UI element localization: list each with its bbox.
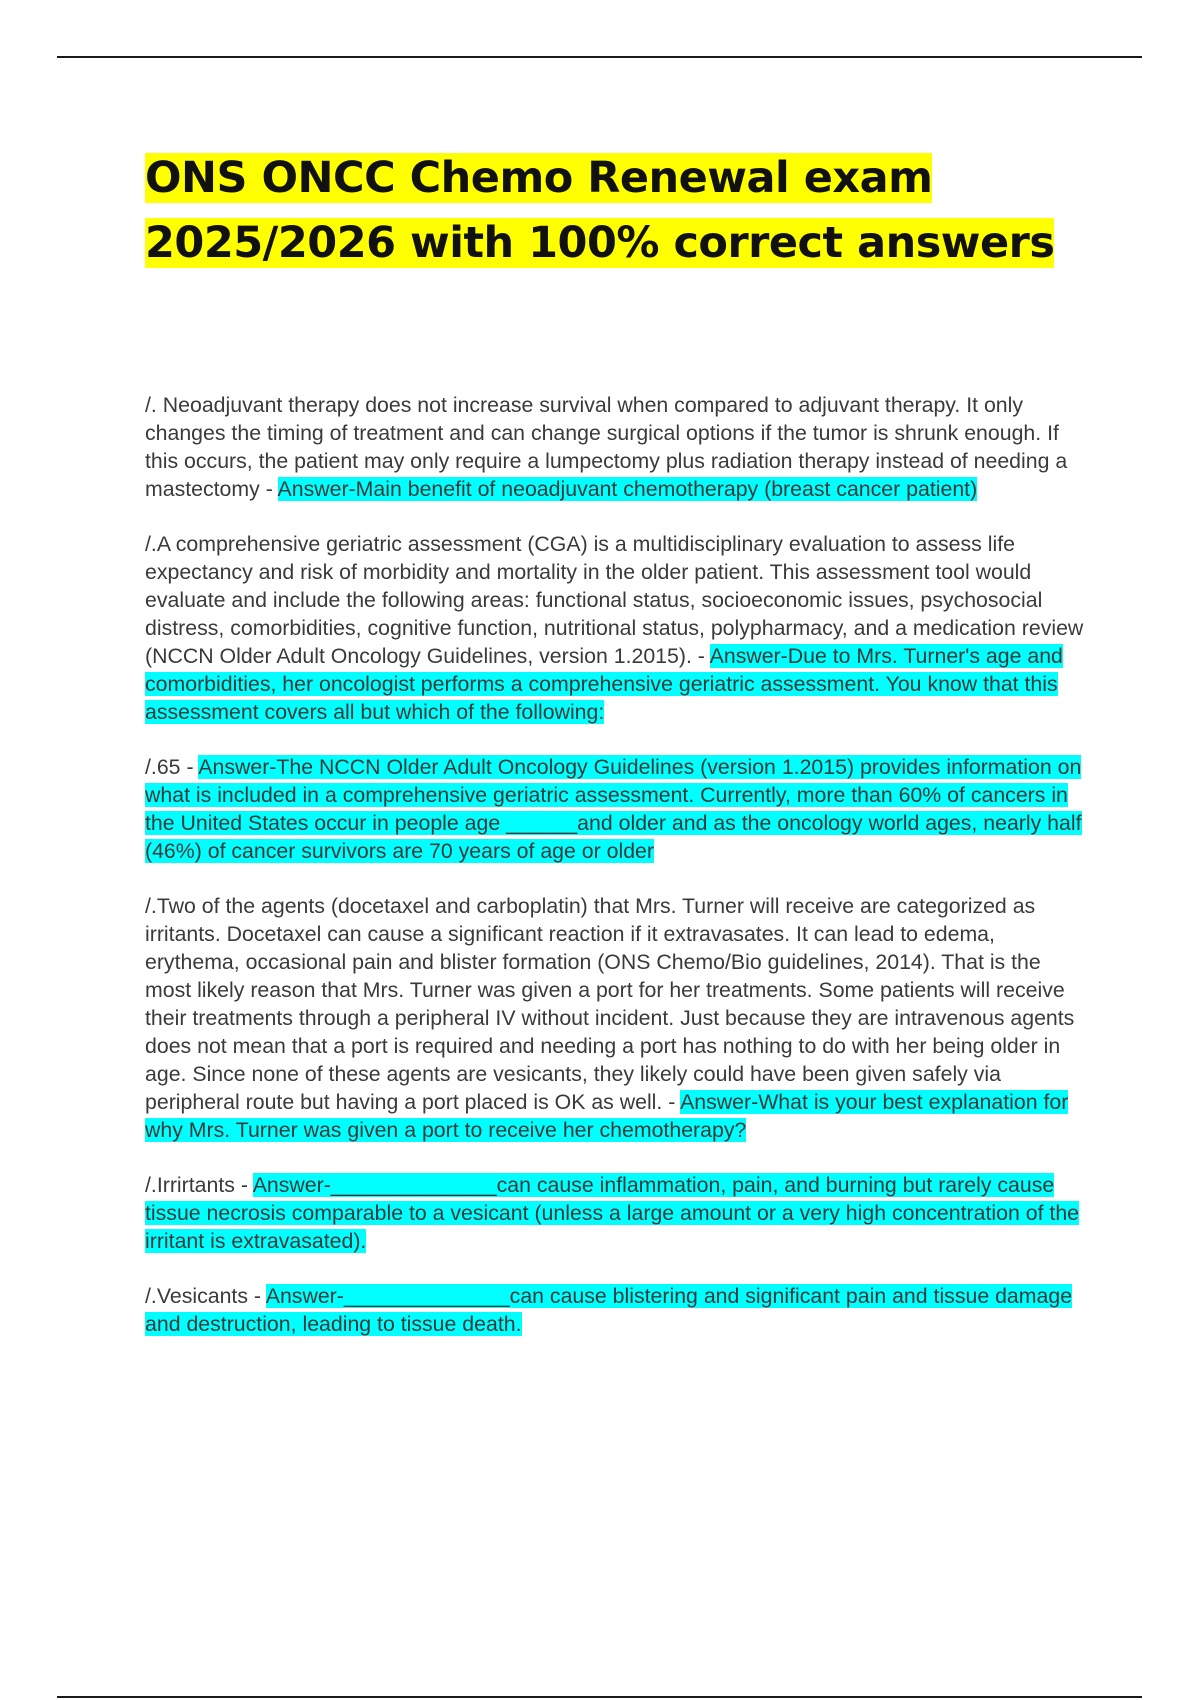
entry-answer: Answer-______________can cause inflammation, pain, and burning but rarely cause tissue necrosis comparable to a vesicant (unless a large amount or a very high concentration of the irritant is extravasated). <box>145 1173 1080 1253</box>
qa-entry-geriatric-assessment <box>145 530 1085 726</box>
qa-entry-vesicants <box>145 1282 1085 1338</box>
header-rule <box>57 56 1142 58</box>
qa-entry-age-65 <box>145 753 1085 865</box>
qa-list <box>145 391 1085 1338</box>
entry-text: /. Neoadjuvant therapy does not increase survival when compared to adjuvant therapy. It only changes the timing of treatment and can change surgical options if the tumor is shrunk enough. If this occurs, the patient may only require a lumpectomy plus radiation therapy instead of needing a mastectomy - <box>145 393 1068 501</box>
document-page <box>145 146 1085 1365</box>
entry-text: /.Two of the agents (docetaxel and carboplatin) that Mrs. Turner will receive are categorized as irritants. Docetaxel can cause a significant reaction if it extravasates. It can lead to edema, erythema, occasional pain and blister formation (ONS Chemo/Bio guidelines, 2014). That is the most likely reason that Mrs. Turner was given a port for her treatments. Some patients will receive their treatments through a peripheral IV without incident. Just because they are intravenous agents does not mean that a port is required and needing a port has nothing to do with her being older in age. Since none of these agents are vesicants, they likely could have been given safely via peripheral route but having a port placed is OK as well. - <box>145 894 1075 1114</box>
entry-answer: Answer-The NCCN Older Adult Oncology Guidelines (version 1.2015) provides information on what is included in a comprehensive geriatric assessment. Currently, more than 60% of cancers in the United States occur in people age ______and older and as the oncology world ages, nearly half (46%) of cancer survivors are 70 years of age or older <box>145 755 1082 863</box>
qa-entry-port-explanation <box>145 892 1085 1144</box>
qa-entry-neoadjuvant <box>145 391 1085 503</box>
entry-answer: Answer-______________can cause blistering and significant pain and tissue damage and destruction, leading to tissue death. <box>145 1284 1073 1336</box>
footer-rule <box>57 1696 1142 1698</box>
entry-answer: Answer-What is your best explanation for why Mrs. Turner was given a port to receive her chemotherapy? <box>145 1090 1069 1142</box>
entry-text: /.Vesicants - <box>145 1284 266 1308</box>
entry-text: /.Irrirtants - <box>145 1173 253 1197</box>
document-title-text: ONS ONCC Chemo Renewal exam 2025/2026 with 100% correct answers <box>145 153 1055 268</box>
entry-answer: Answer-Main benefit of neoadjuvant chemotherapy (breast cancer patient) <box>277 477 978 501</box>
qa-entry-irritants <box>145 1171 1085 1255</box>
entry-text: /.A comprehensive geriatric assessment (CGA) is a multidisciplinary evaluation to assess life expectancy and risk of morbidity and mortality in the older patient. This assessment tool would evaluate and include the following areas: functional status, socioeconomic issues, psychosocial distress, comorbidities, cognitive function, nutritional status, polypharmacy, and a medication review (NCCN Older Adult Oncology Guidelines, version 1.2015). - <box>145 532 1084 668</box>
entry-answer: Answer-Due to Mrs. Turner's age and comorbidities, her oncologist performs a comprehensive geriatric assessment. You know that this assessment covers all but which of the following: <box>145 644 1063 724</box>
entry-text: /.65 - <box>145 755 199 779</box>
document-title <box>145 146 1085 276</box>
